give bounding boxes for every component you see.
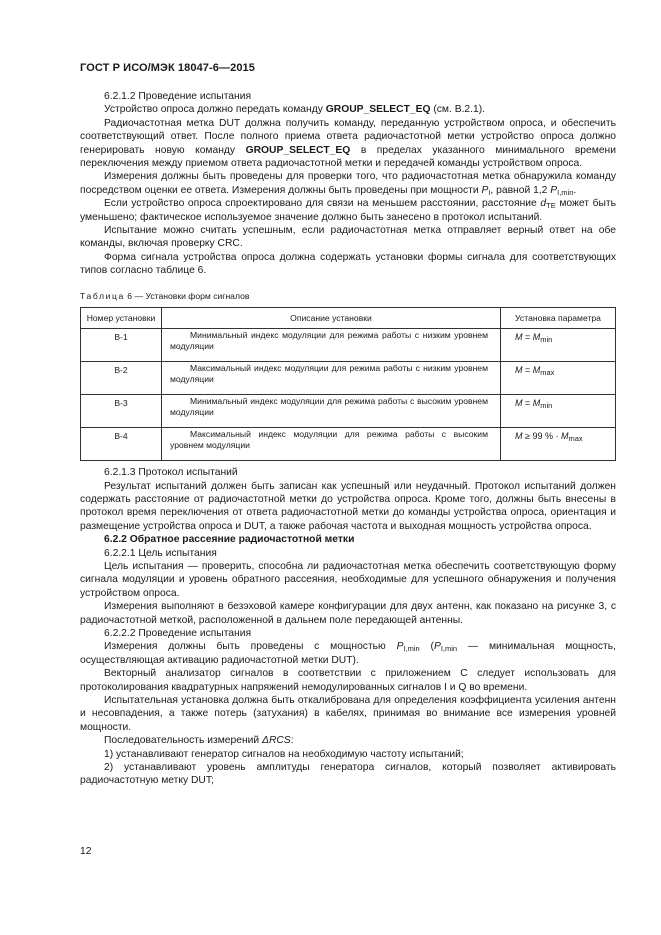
setting-parameter: $M = M_{min}$ [501, 329, 616, 362]
table-row [81, 329, 616, 362]
settings-table [80, 307, 616, 461]
command-name: GROUP_SELECT_EQ [325, 104, 431, 116]
column-header: Установка параметра [501, 308, 616, 329]
list-item: 1) устанавливают генератор сигналов на необходимую частоту испытаний; [104, 748, 464, 760]
paragraph: Векторный анализатор сигналов в соответствии с приложением С следует использовать для протоколирования квадратурных напряжений немодулированных сигналов I и Q во времени. [80, 668, 616, 693]
setting-description: Минимальный индекс модуляции для режима работы с низким уровнем модуляции [162, 329, 501, 362]
table-row [81, 428, 616, 461]
section-heading-6-2-2: 6.2.2 Обратное рассеяние радиочастотной метки [104, 534, 355, 546]
setting-parameter: M ≥ 99 % · $M_{max}$ [501, 428, 616, 461]
paragraph: Измерения выполняют в безэховой камере конфигурации для двух антенн, как показано на рисунке 3, с радиочастотной меткой, расположенной в дальнем поле передающей антенны. [80, 601, 616, 626]
section-heading-6-2-1-2: 6.2.1.2 Проведение испытания [104, 91, 252, 102]
setting-number: В-1 [81, 329, 162, 362]
paragraph: Испытательная установка должна быть откалибрована для определения коэффициента усиления антенн и несовпадения, а также потерь (затухания) в кабелях, принимая во внимание все измерения уровней мощности. [80, 695, 616, 733]
table-header-row [81, 308, 616, 329]
paragraph: Если устройство опроса спроектировано для связи на меньшем расстоянии, расстояние $d_{TE}$ может быть уменьшено; фактическое используемое значение должно быть занесено в протокол испытаний. [80, 198, 616, 223]
page-number: 12 [80, 846, 92, 857]
setting-description: Максимальный индекс модуляции для режима работы с высоким уровнем модуляции [162, 428, 501, 461]
section-heading-6-2-1-3: 6.2.1.3 Протокол испытаний [104, 467, 238, 479]
setting-number: В-4 [81, 428, 162, 461]
setting-description: Минимальный индекс модуляции для режима работы с высоким уровнем модуляции [162, 395, 501, 428]
section-heading-6-2-2-2: 6.2.2.2 Проведение испытания [104, 627, 252, 639]
setting-description: Максимальный индекс модуляции для режима работы с низким уровнем модуляции [162, 362, 501, 395]
list-item: 2) устанавливают уровень амплитуды генератора сигналов, который позволяет активировать радиочастотную метку DUT; [80, 762, 616, 787]
paragraph: Последовательность измерений ΔRCS: [104, 735, 294, 747]
paragraph: Измерения должны быть проведены для проверки того, что радиочастотная метка обнаружила команду посредством оценки ее ответа. Измерения должны быть проведены при мощности $P_I$, равной 1,2 $P_{I,min}$. [80, 171, 616, 197]
column-header: Описание установки [162, 308, 501, 329]
document-body [80, 90, 616, 788]
table-row [81, 362, 616, 395]
setting-parameter: $M = M_{max}$ [501, 362, 616, 395]
column-header: Номер установки [81, 308, 162, 329]
section-heading-6-2-2-1: 6.2.2.1 Цель испытания [104, 547, 217, 559]
setting-number: В-3 [81, 395, 162, 428]
paragraph: Форма сигнала устройства опроса должна содержать установки формы сигнала для соответствующих типов согласно таблице 6. [80, 251, 616, 277]
paragraph: Испытание можно считать успешным, если радиочастотная метка отправляет верный ответ на обе команды, включая проверку CRC. [80, 225, 616, 250]
paragraph: Устройство опроса должно передать команду GROUP_SELECT_EQ (см. В.2.1). [104, 104, 486, 116]
command-name: GROUP_SELECT_EQ [245, 144, 351, 156]
paragraph: Цель испытания — проверить, способна ли радиочастотная метка обеспечить соответствующую форму сигнала модуляции и уровень обратного рассеяния, необходимые для успешного обнаружения и получения устройством опроса. [80, 560, 616, 599]
table-caption: Таблица 6 — Установки форм сигналов [80, 290, 250, 301]
document-header: ГОСТ Р ИСО/МЭК 18047-6—2015 [80, 62, 255, 74]
setting-number: В-2 [81, 362, 162, 395]
paragraph: Измерения должны быть проведены с мощностью $P_{I,min}$ ($P_{I,min}$ — минимальная мощность, осуществляющая активацию радиочастотной метки DUT). [80, 641, 616, 666]
table-row [81, 395, 616, 428]
setting-parameter: $M = M_{min}$ [501, 395, 616, 428]
paragraph: Результат испытаний должен быть записан как успешный или неудачный. Протокол испытаний должен содержать расстояние от радиочастотной метки до устройства опроса. Кроме того, должны быть внесены в протокол время переключения от ответа радиочастотной метки до команды устройства опроса, ориентация и размещение устройства опроса и DUT, а также рабочая частота и выходная мощность устройства опроса. [80, 480, 616, 532]
paragraph: Радиочастотная метка DUT должна получить команду, переданную устройством опроса, и обеспечить соответствующий ответ. После полного приема ответа радиочастотной метки устройство опроса должно генерировать новую команду GROUP_SELECT_EQ в пределах указанного минимального времени переключения между приемом ответа радиочастотной метки и передачей команды устройством опроса. [80, 117, 616, 170]
